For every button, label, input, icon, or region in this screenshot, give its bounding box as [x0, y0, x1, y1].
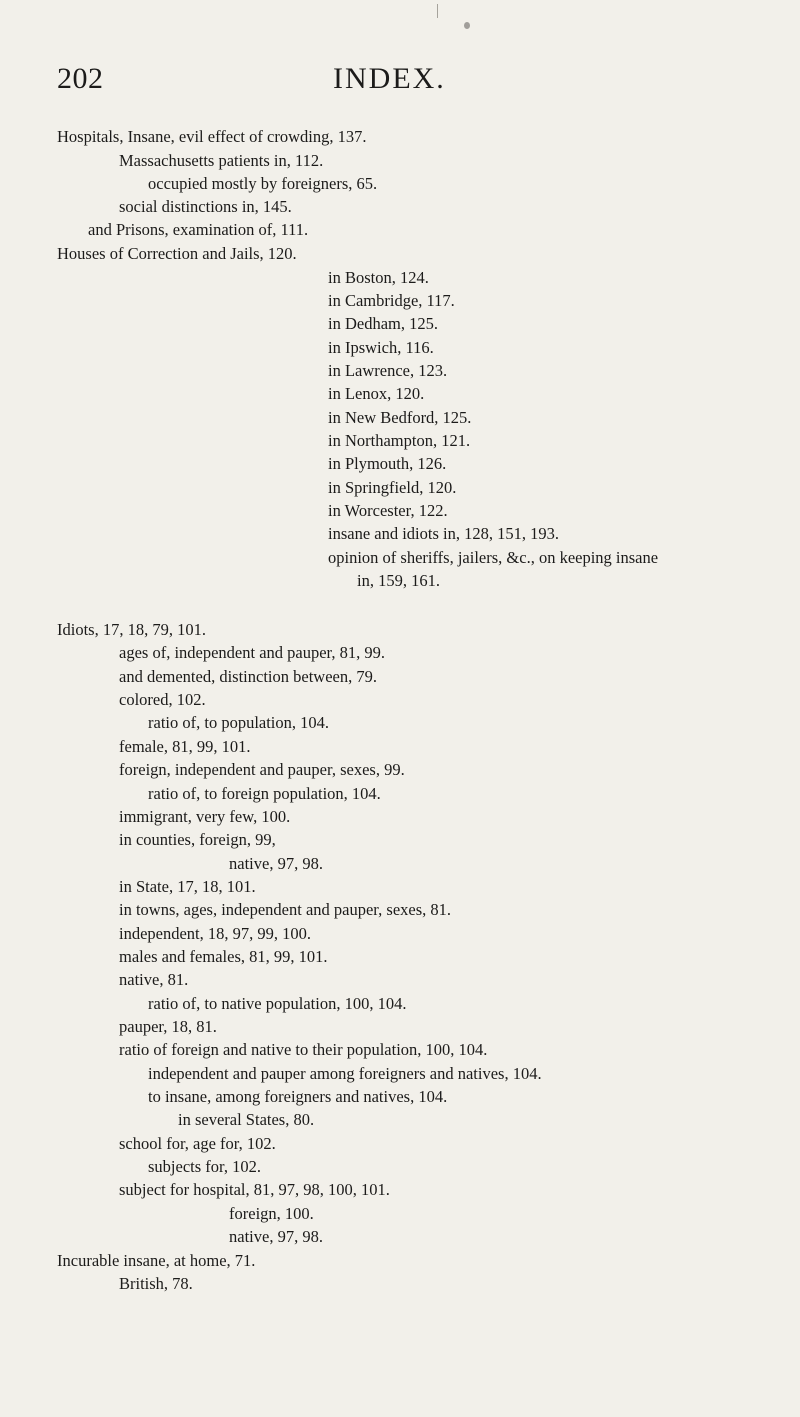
index-entry: native, 81.	[119, 970, 189, 989]
index-entry: subjects for, 102.	[148, 1157, 261, 1176]
index-entry: immigrant, very few, 100.	[119, 807, 291, 826]
index-entry: in several States, 80.	[178, 1110, 315, 1129]
index-entry: to insane, among foreigners and natives, 104.	[148, 1087, 448, 1106]
index-entry: in Plymouth, 126.	[328, 454, 447, 473]
index-entry: ages of, independent and pauper, 81, 99.	[119, 643, 386, 662]
index-entry: independent, 18, 97, 99, 100.	[119, 924, 312, 943]
index-entry: independent and pauper among foreigners and natives, 104.	[148, 1064, 542, 1083]
index-entry: Idiots, 17, 18, 79, 101.	[57, 620, 206, 639]
index-entry: ratio of foreign and native to their population, 100, 104.	[119, 1040, 488, 1059]
index-entry: in Boston, 124.	[328, 268, 429, 287]
index-entry: female, 81, 99, 101.	[119, 737, 251, 756]
index-entry: ratio of, to foreign population, 104.	[148, 784, 381, 803]
index-entry: and demented, distinction between, 79.	[119, 667, 377, 686]
index-entry: Massachusetts patients in, 112.	[119, 151, 324, 170]
index-entry: British, 78.	[119, 1274, 193, 1293]
index-entry: in Cambridge, 117.	[328, 291, 455, 310]
index-entry: native, 97, 98.	[229, 1227, 323, 1246]
index-entry: in Worcester, 122.	[328, 501, 448, 520]
running-title: INDEX.	[333, 62, 446, 95]
index-entry: in New Bedford, 125.	[328, 408, 472, 427]
index-entry: colored, 102.	[119, 690, 206, 709]
index-entry: in Northampton, 121.	[328, 431, 471, 450]
index-entry: in, 159, 161.	[357, 571, 440, 590]
index-entry: ratio of, to population, 104.	[148, 713, 330, 732]
index-entry: native, 97, 98.	[229, 854, 323, 873]
index-entry: Hospitals, Insane, evil effect of crowding, 137.	[57, 127, 367, 146]
index-entry: social distinctions in, 145.	[119, 197, 292, 216]
index-entry: in Springfield, 120.	[328, 478, 457, 497]
index-entry: subject for hospital, 81, 97, 98, 100, 101.	[119, 1180, 390, 1199]
index-entry: foreign, independent and pauper, sexes, 99.	[119, 760, 405, 779]
index-entry: occupied mostly by foreigners, 65.	[148, 174, 378, 193]
index-entry: insane and idiots in, 128, 151, 193.	[328, 524, 559, 543]
index-entry: Incurable insane, at home, 71.	[57, 1251, 256, 1270]
index-entry: Houses of Correction and Jails, 120.	[57, 244, 297, 263]
index-entry: in State, 17, 18, 101.	[119, 877, 256, 896]
index-entry: in Lawrence, 123.	[328, 361, 448, 380]
index-entry: in towns, ages, independent and pauper, sexes, 81.	[119, 900, 452, 919]
index-entry: in Ipswich, 116.	[328, 338, 434, 357]
index-entry: school for, age for, 102.	[119, 1134, 276, 1153]
index-entry: foreign, 100.	[229, 1204, 314, 1223]
index-entry: and Prisons, examination of, 111.	[88, 220, 309, 239]
index-entry: in Dedham, 125.	[328, 314, 438, 333]
index-entry: ratio of, to native population, 100, 104.	[148, 994, 407, 1013]
page-number: 202	[57, 62, 104, 95]
index-entry: in Lenox, 120.	[328, 384, 425, 403]
index-entry: opinion of sheriffs, jailers, &c., on keeping insane	[328, 548, 659, 567]
index-entry: pauper, 18, 81.	[119, 1017, 217, 1036]
index-entry: in counties, foreign, 99,	[119, 830, 276, 849]
index-entry: males and females, 81, 99, 101.	[119, 947, 328, 966]
